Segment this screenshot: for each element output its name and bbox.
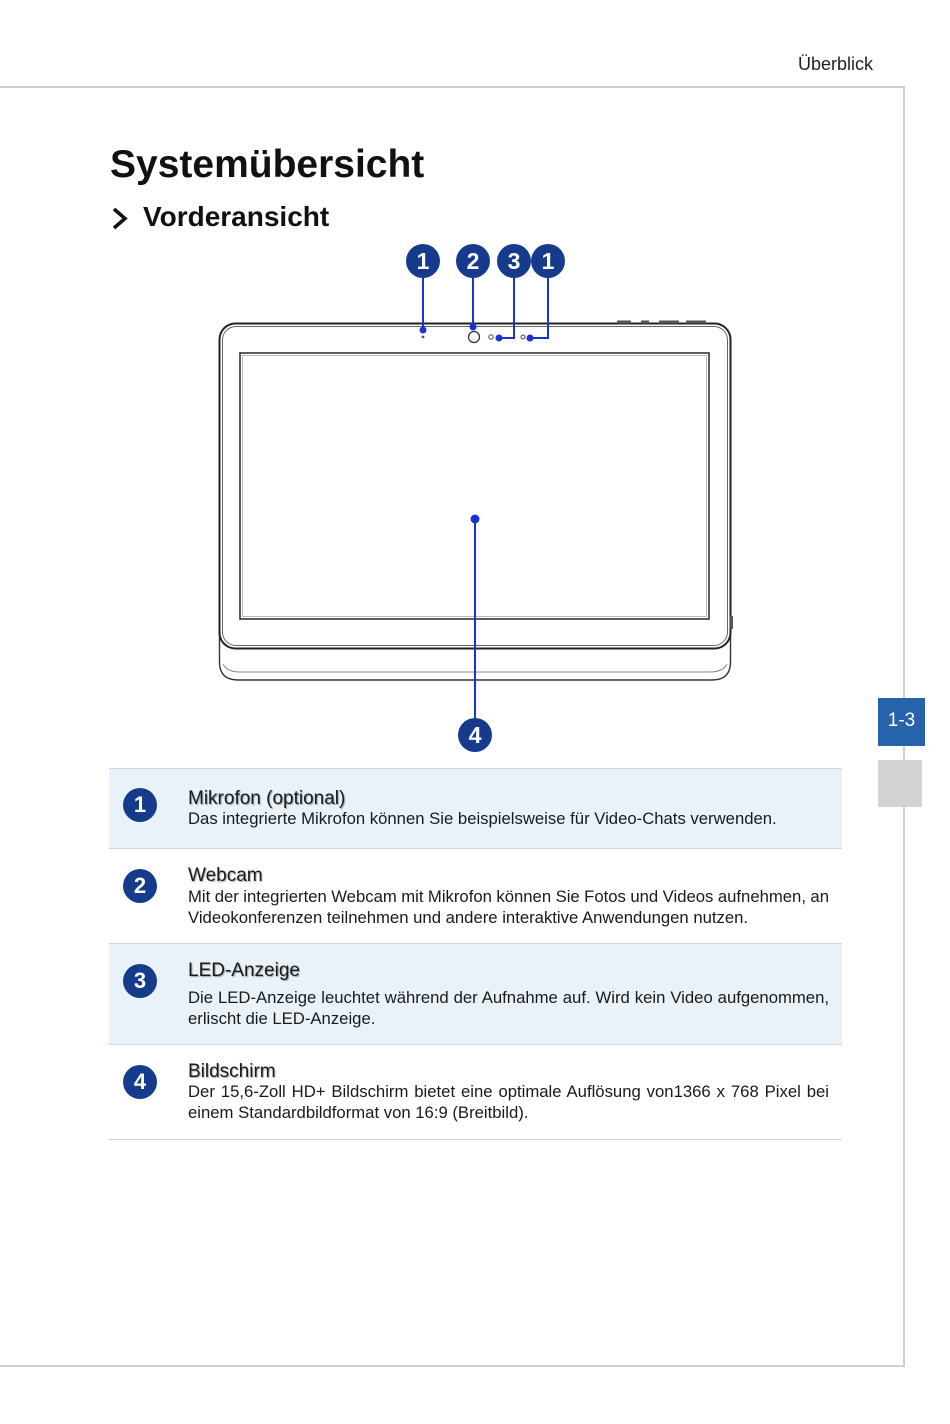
- description-line: Der 15,6-Zoll HD+ Bildschirm bietet eine optimale Auflösung von1366 x 768 Pixel bei: [188, 1082, 829, 1101]
- number-badge: 4: [123, 1065, 157, 1099]
- chapter-tab-gray: [878, 760, 922, 807]
- feature-title: LED-Anzeige: [188, 960, 300, 981]
- microphone-left-icon: [422, 336, 425, 339]
- feature-description: [188, 988, 829, 1029]
- description-line: Mit der integrierten Webcam mit Mikrofon können Sie Fotos und Videos aufnehmen, an: [188, 887, 829, 906]
- feature-table: [109, 768, 842, 1140]
- top-button: [659, 321, 679, 324]
- feature-row-microphone: [109, 768, 842, 848]
- description-line: Das integrierte Mikrofon können Sie beispielsweise für Video-Chats verwenden.: [188, 809, 777, 828]
- subtitle: Vorderansicht: [143, 201, 330, 232]
- callout-dot-1b: [527, 335, 534, 342]
- callout-number: 1: [416, 248, 430, 275]
- section-title: Überblick: [797, 54, 873, 74]
- number-badge: 2: [123, 869, 157, 903]
- callout-number: 3: [507, 248, 521, 275]
- page-title: Systemübersicht: [110, 143, 425, 186]
- front-view-diagram: [200, 238, 750, 758]
- top-button: [617, 321, 631, 324]
- webcam-icon: [469, 332, 480, 343]
- callout-dot-2: [470, 324, 477, 331]
- feature-row-webcam: [109, 848, 842, 943]
- callout-number: 1: [541, 248, 555, 275]
- feature-row-led: [109, 943, 842, 1044]
- side-button: [730, 616, 733, 629]
- feature-title: Webcam: [188, 865, 263, 886]
- description-line: Die LED-Anzeige leuchtet während der Aufnahme auf. Wird kein Video aufgenommen,: [188, 988, 829, 1007]
- callout-number: 4: [468, 722, 482, 749]
- feature-description: [188, 1082, 829, 1123]
- chevron-right-icon: [110, 206, 130, 230]
- feature-description: [188, 887, 829, 928]
- subheading: [110, 203, 370, 233]
- feature-title: Bildschirm: [188, 1061, 276, 1082]
- tablet-illustration: [220, 321, 734, 681]
- callout-number: 2: [466, 248, 480, 275]
- feature-row-display: [109, 1044, 842, 1140]
- callout-dot-1: [420, 327, 427, 334]
- description-line: Videokonferenzen teilnehmen und andere interaktive Anwendungen nutzen.: [188, 907, 749, 927]
- description-line: erlischt die LED-Anzeige.: [188, 1008, 376, 1028]
- chapter-page-tab: 1-3: [878, 698, 925, 746]
- top-button: [641, 321, 649, 324]
- callout-dot-4: [471, 515, 480, 524]
- number-badge: 1: [123, 788, 157, 822]
- feature-description: [188, 809, 829, 830]
- number-badge: 3: [123, 964, 157, 998]
- feature-title: Mikrofon (optional): [188, 788, 346, 809]
- description-line: einem Standardbildformat von 16:9 (Breitbild).: [188, 1102, 529, 1122]
- callout-dot-3: [496, 335, 503, 342]
- power-button: [686, 321, 706, 324]
